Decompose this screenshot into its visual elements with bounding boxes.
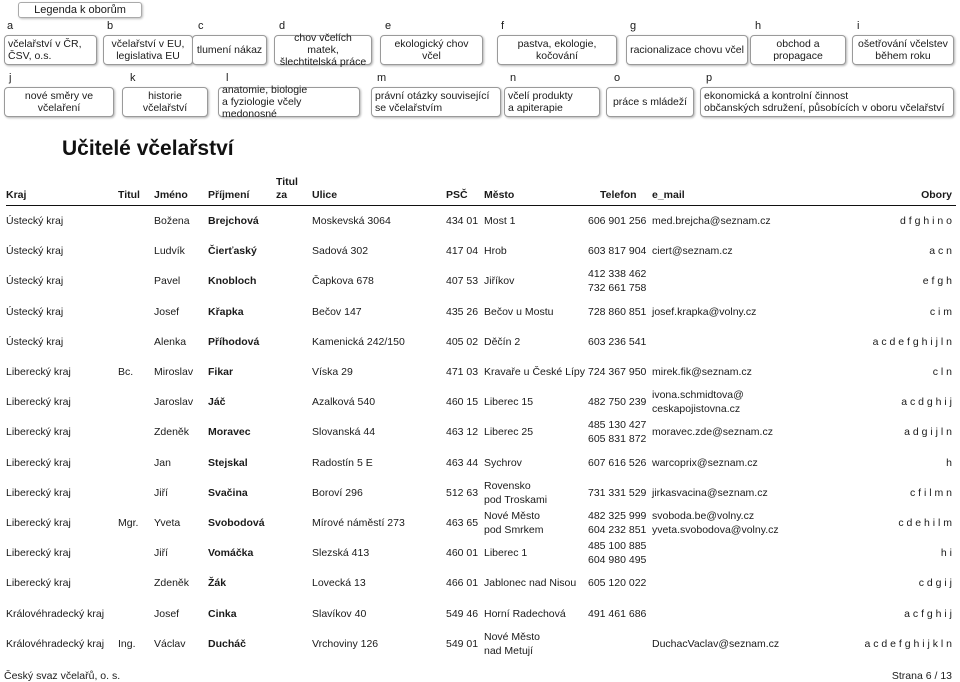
table-row [6,478,956,508]
cell-mesto: Liberec 15 [484,396,534,409]
cell-jmeno: Alenka [154,335,187,348]
cell-email: mirek.fik@seznam.cz [652,366,752,378]
cell-mesto: Jiříkov [484,275,515,288]
cell-prijmeni: Moravec [208,426,251,439]
cell-psc: 434 01 [446,215,479,227]
cell-ulice: Sadová 302 [312,245,369,258]
cell-prijmeni: Svobodová [208,517,265,529]
cell-mesto: Jablonec nad Nisou [484,577,577,590]
legend-row-1 [4,18,956,66]
cell-ulice: Mírové náměstí 273 [312,517,405,529]
legend-row-2 [4,70,956,118]
cell-telefon: 482 750 239 [588,396,647,409]
cell-prijmeni: Ducháč [208,637,246,650]
cell-telefon: 724 367 950 [588,366,647,378]
legend-box: ekonomická a kontrolní činnost občanských sdružení, působících v oboru včelařství [700,87,954,117]
cell-kraj: Liberecký kraj [6,366,71,378]
cell-email: moravec.zde@seznam.cz [652,426,773,439]
cell-psc: 460 15 [446,396,479,409]
footer-organization: Český svaz včelařů, o. s. [4,670,121,682]
table-row [6,538,956,568]
cell-titul: Mgr. [118,517,139,529]
cell-kraj: Královéhradecký kraj [6,607,105,620]
cell-email: warcoprix@seznam.cz [652,456,758,469]
cell-prijmeni: Vomáčka [208,547,254,560]
cell-psc: 512 63 [446,486,479,499]
legend-letter: o [614,72,621,84]
cell-psc: 407 53 [446,275,479,288]
cell-prijmeni: Fikar [208,366,234,378]
cell-psc: 417 04 [446,245,479,258]
cell-obory: a c d g h i j [901,396,952,409]
table-row [6,448,956,478]
cell-prijmeni: Křapka [208,305,244,318]
cell-email: ivona.schmidtova@ ceskapojistovna.cz [652,389,744,416]
legend-box: včelařství v EU, legislativa EU [103,35,193,65]
cell-prijmeni: Jáč [208,396,226,409]
cell-prijmeni: Čierťaský [208,245,257,258]
cell-jmeno: Miroslav [154,366,194,378]
cell-telefon: 731 331 529 [588,486,647,499]
legend-item-p [700,70,954,118]
cell-mesto: Bečov u Mostu [484,305,554,318]
cell-obory: c l n [932,366,952,378]
cell-telefon: 485 130 427 605 831 872 [588,419,647,446]
cell-ulice: Azalková 540 [312,396,376,409]
cell-prijmeni: Žák [208,577,227,590]
cell-email: med.brejcha@seznam.cz [652,215,771,227]
cell-email: jirkasvacina@seznam.cz [652,486,768,499]
legend-box: včelařství v ČR, ČSV, o.s. [4,35,97,65]
cell-email: ciert@seznam.cz [652,245,733,258]
cell-jmeno: Jiří [154,486,168,499]
cell-mesto: Nové Město pod Smrkem [484,510,544,536]
legend-box: ekologický chov včel [380,35,483,65]
legend-letter: e [385,20,392,32]
cell-psc: 463 44 [446,456,479,469]
cell-mesto: Děčín 2 [484,335,521,348]
header-telefon: Telefon [600,189,637,201]
cell-ulice: Kamenická 242/150 [312,335,405,348]
cell-telefon: 603 236 541 [588,335,647,348]
legend-box: včelí produkty a apiterapie [504,87,600,117]
legend-item-i [852,18,954,66]
header-kraj: Kraj [6,189,27,201]
legend-box: nové směry ve včelaření [4,87,114,117]
cell-obory: e f g h [922,275,952,288]
legend-item-a [4,18,97,66]
legend-item-n [504,70,600,118]
header-prijmeni: Příjmení [208,189,250,201]
cell-ulice: Radostín 5 E [312,456,373,469]
cell-psc: 463 12 [446,426,479,439]
header-email: e_mail [652,189,685,201]
cell-email: DuchacVaclav@seznam.cz [652,637,780,650]
cell-ulice: Lovecká 13 [312,577,366,590]
table-row [6,568,956,598]
cell-telefon: 412 338 462 732 661 758 [588,268,647,295]
cell-kraj: Ústecký kraj [6,335,64,348]
legend-box: pastva, ekologie, kočování [497,35,617,65]
legend-letter: l [226,72,229,84]
cell-kraj: Ústecký kraj [6,215,64,227]
cell-mesto: Rovensko pod Troskami [484,479,548,506]
cell-psc: 463 65 [446,517,479,529]
legend-letter: g [630,20,637,32]
legend-box: racionalizace chovu včel [626,35,748,65]
cell-jmeno: Pavel [154,275,181,288]
cell-jmeno: Jaroslav [154,396,194,409]
cell-jmeno: Yveta [154,517,181,529]
cell-prijmeni: Stejskal [208,456,248,469]
cell-jmeno: Jan [154,456,171,469]
legend-box: obchod a propagace [750,35,846,65]
cell-prijmeni: Knobloch [208,275,257,288]
legend-box: právní otázky související se včelařstvím [371,87,501,117]
cell-ulice: Boroví 296 [312,486,363,499]
cell-telefon: 482 325 999 604 232 851 [588,510,647,536]
legend-item-j [4,70,114,118]
cell-kraj: Liberecký kraj [6,577,71,590]
cell-kraj: Liberecký kraj [6,517,71,529]
legend-letter: d [279,20,286,32]
header-titul: Titul [118,189,140,201]
cell-prijmeni: Cinka [208,607,237,620]
cell-ulice: Slavíkov 40 [312,607,367,620]
legend-item-h [750,18,846,66]
cell-obory: c i m [929,305,952,318]
table-row [6,357,956,387]
cell-kraj: Liberecký kraj [6,426,71,439]
cell-kraj: Ústecký kraj [6,275,64,288]
cell-jmeno: Václav [154,637,186,650]
legend-letter: k [130,72,136,84]
cell-kraj: Královéhradecký kraj [6,637,105,650]
legend-letter: j [9,72,12,84]
cell-telefon: 728 860 851 [588,305,647,318]
legend-letter: f [501,20,505,32]
table-row [6,206,956,236]
legend-item-l [218,70,360,118]
legend-box: historie včelařství [122,87,208,117]
cell-mesto: Horní Radechová [484,607,566,620]
cell-jmeno: Zdeněk [154,426,190,439]
cell-psc: 466 01 [446,577,479,590]
cell-obory: a d g i j l n [904,426,952,439]
header-jmeno: Jméno [154,189,188,201]
legend-box: anatomie, biologie a fyziologie včely medonosné [218,87,360,117]
table-row [6,236,956,266]
header-mesto: Město [484,189,515,201]
footer-page-number: Strana 6 / 13 [891,670,952,682]
cell-psc: 435 26 [446,305,479,318]
cell-obory: c f i l m n [909,486,952,499]
cell-psc: 549 01 [446,637,479,650]
cell-jmeno: Jiří [154,547,168,560]
cell-kraj: Liberecký kraj [6,396,71,409]
legend-item-k [122,70,208,118]
cell-titul: Ing. [118,637,136,650]
cell-ulice: Moskevská 3064 [312,215,391,227]
page-title: Učitelé včelařství [62,137,234,160]
header-psc: PSČ [446,189,468,201]
cell-obory: a c d e f g h i j l n [872,335,952,348]
table-row [6,599,956,629]
legend-item-g [626,18,748,66]
cell-obory: d f g h i n o [900,215,952,227]
cell-jmeno: Josef [154,305,180,318]
cell-obory: c d e h i l m [898,517,952,529]
cell-prijmeni: Příhodová [208,335,260,348]
cell-kraj: Liberecký kraj [6,456,71,469]
legend-letter: c [198,20,204,32]
cell-obory: h i [940,547,952,560]
cell-kraj: Liberecký kraj [6,486,71,499]
legend-box: ošetřování včelstev během roku [852,35,954,65]
legend-letter: p [706,72,713,84]
cell-ulice: Slovanská 44 [312,426,376,439]
cell-mesto: Kravaře u České Lípy [484,366,585,378]
cell-obory: a c n [929,245,952,258]
cell-ulice: Bečov 147 [312,305,362,318]
cell-kraj: Ústecký kraj [6,305,64,318]
table-header [6,172,956,206]
cell-jmeno: Zdeněk [154,577,190,590]
legend-title: Legenda k oborům [18,2,142,18]
cell-titul: Bc. [118,366,134,378]
cell-mesto: Liberec 25 [484,426,534,439]
cell-jmeno: Ludvík [154,245,185,258]
cell-kraj: Ústecký kraj [6,245,64,258]
cell-mesto: Nové Město nad Metují [484,630,541,657]
cell-prijmeni: Svačina [208,486,248,499]
cell-obory: a c f g h i j [904,607,952,620]
legend-item-b [103,18,193,66]
table-row [6,508,956,538]
header-titul-za: Titul za [276,176,298,201]
legend-item-d [274,18,372,66]
cell-ulice: Víska 29 [312,366,353,378]
cell-mesto: Liberec 1 [484,547,528,560]
table-row [6,297,956,327]
cell-mesto: Most 1 [484,215,516,227]
legend-item-f [497,18,617,66]
cell-obory: h [946,456,952,469]
legend-item-o [606,70,694,118]
legend-letter: i [857,20,860,32]
legend-letter: b [107,20,114,32]
cell-psc: 471 03 [446,366,479,378]
legend-item-m [371,70,501,118]
table-row [6,387,956,417]
cell-telefon: 606 901 256 [588,215,647,227]
table-row [6,629,956,659]
cell-obory: a c d e f g h i j k l n [864,637,952,650]
cell-prijmeni: Brejchová [208,215,259,227]
cell-email: josef.krapka@volny.cz [652,305,757,318]
cell-ulice: Slezská 413 [312,547,370,560]
cell-telefon: 603 817 904 [588,245,647,258]
cell-mesto: Sychrov [484,456,522,469]
table-row [6,266,956,296]
cell-mesto: Hrob [484,245,507,258]
legend-letter: m [377,72,387,84]
legend-letter: a [7,20,14,32]
cell-obory: c d g i j [918,577,952,590]
cell-psc: 405 02 [446,335,479,348]
legend-box: práce s mládeží [606,87,694,117]
legend-item-e [380,18,483,66]
cell-kraj: Liberecký kraj [6,547,71,560]
legend-item-c [192,18,267,66]
table-row [6,417,956,447]
cell-email: svoboda.be@volny.cz yveta.svobodova@volny.cz [652,510,779,536]
header-obory: Obory [921,189,952,201]
cell-ulice: Čapkova 678 [312,275,374,288]
cell-psc: 549 46 [446,607,479,620]
legend-box: chov včelích matek, šlechtitelská práce [274,35,372,65]
cell-jmeno: Josef [154,607,180,620]
cell-jmeno: Božena [154,215,190,227]
cell-psc: 460 01 [446,547,479,560]
cell-ulice: Vrchoviny 126 [312,637,379,650]
table-row [6,327,956,357]
legend-letter: n [510,72,517,84]
header-ulice: Ulice [312,189,338,201]
cell-telefon: 485 100 885 604 980 495 [588,540,647,567]
legend-letter: h [755,20,762,32]
legend-box: tlumení nákaz [192,35,267,65]
cell-telefon: 607 616 526 [588,456,647,469]
cell-telefon: 605 120 022 [588,577,647,590]
cell-telefon: 491 461 686 [588,607,647,620]
